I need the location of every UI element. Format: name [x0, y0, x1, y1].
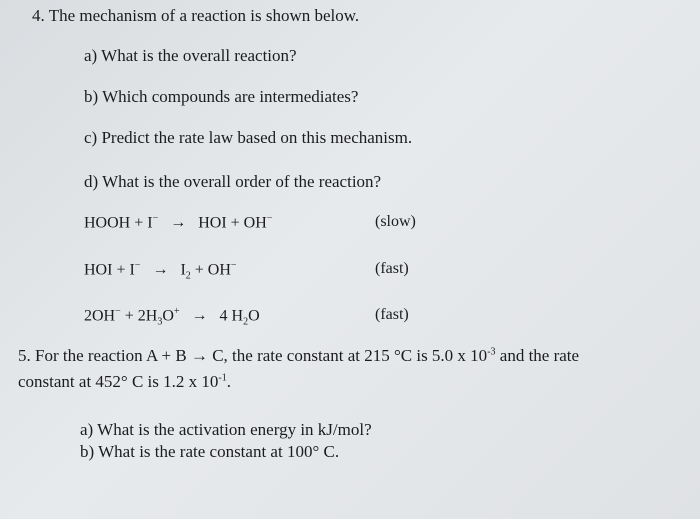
- q5-part-b: [80, 442, 339, 462]
- step-rhs: 4 H: [219, 307, 244, 325]
- step-rhs: + OH: [190, 261, 231, 279]
- charge: −: [115, 306, 121, 317]
- step-rhs: O: [248, 307, 260, 325]
- q5-line-2: [18, 372, 231, 392]
- reaction-arrow: →: [191, 307, 208, 325]
- q5-text: constant at 452° C is 1.2 x 10: [18, 372, 219, 391]
- part-text: What is the overall order of the reaction?: [102, 172, 382, 191]
- q5-number: 5.: [18, 346, 31, 365]
- step-rhs: HOI + OH: [198, 214, 267, 232]
- q4-prompt: The mechanism of a reaction is shown below.: [48, 6, 360, 25]
- part-label: a): [80, 420, 94, 439]
- step-lhs: HOOH + I: [84, 214, 153, 232]
- step-lhs: HOI + I: [84, 261, 135, 279]
- part-label: c): [84, 128, 98, 147]
- step-2-speed: (fast): [375, 260, 409, 277]
- q4-part-a: [84, 46, 297, 66]
- q5-text: For the reaction A + B → C, the rate constant at 215 °C is 5.0 x 10: [35, 346, 488, 365]
- q5-text: and the rate: [495, 346, 580, 365]
- charge: −: [152, 213, 159, 224]
- q4-part-d: [84, 172, 381, 192]
- charge: +: [173, 306, 180, 317]
- part-text: What is the rate constant at 100° C.: [98, 442, 340, 461]
- mechanism-step-2: [84, 260, 237, 282]
- step-lhs: O: [162, 307, 174, 325]
- q4-part-b: [84, 87, 358, 107]
- part-label: b): [84, 87, 99, 106]
- reaction-arrow: →: [170, 214, 187, 232]
- exponent: -1: [218, 372, 227, 384]
- part-text: What is the activation energy in kJ/mol?: [97, 420, 372, 439]
- q4-heading: [32, 6, 359, 26]
- q5-text: .: [226, 372, 231, 391]
- part-label: d): [84, 172, 99, 191]
- step-lhs: 2OH: [84, 307, 116, 325]
- subscript: 2: [243, 316, 249, 328]
- part-label: b): [80, 442, 95, 461]
- q5-line-1: [18, 346, 579, 366]
- step-lhs: + 2H: [120, 307, 158, 325]
- mechanism-step-1: [84, 213, 272, 232]
- step-1-speed: (slow): [375, 213, 416, 230]
- part-text: Which compounds are intermediates?: [102, 87, 359, 106]
- part-label: a): [84, 46, 98, 65]
- part-text: What is the overall reaction?: [101, 46, 297, 65]
- part-text: Predict the rate law based on this mechanism.: [101, 128, 413, 147]
- reaction-arrow: →: [152, 261, 169, 279]
- exponent: -3: [487, 346, 496, 358]
- subscript: 3: [157, 316, 163, 328]
- mechanism-step-3: [84, 306, 260, 328]
- q5-part-a: [80, 420, 372, 440]
- charge: −: [230, 260, 237, 271]
- charge: −: [134, 260, 141, 271]
- q4-number: 4.: [32, 6, 45, 25]
- q4-part-c: [84, 128, 412, 148]
- charge: −: [266, 213, 273, 224]
- step-3-speed: (fast): [375, 306, 409, 323]
- step-rhs: I: [180, 261, 186, 279]
- subscript: 2: [185, 270, 191, 282]
